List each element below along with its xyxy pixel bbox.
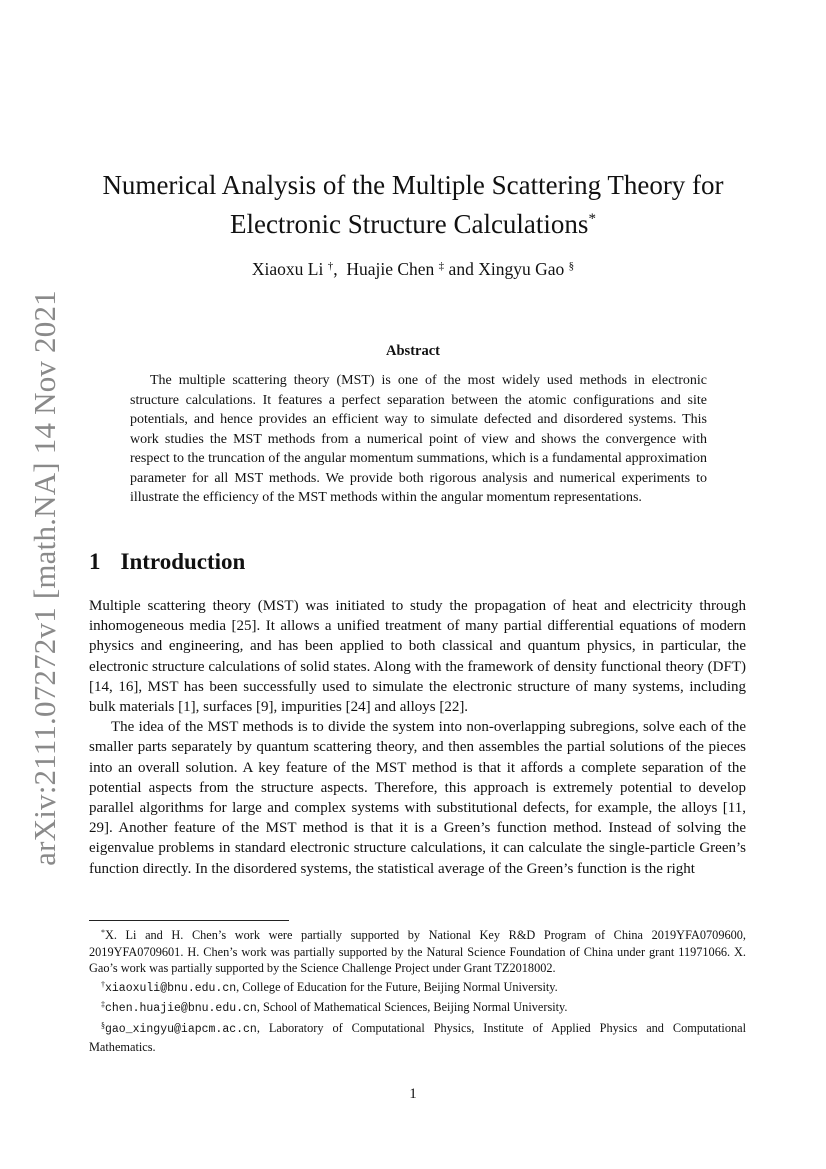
- footnote-1-text: X. Li and H. Chen’s work were partially supported by National Key R&D Program of China 2019YFA0709600, 2019YFA0709601. H. Chen’s work was partially supported by the Natural Science Foundation of China under grant 11971066. X. Gao’s work was partially supported by the Science Challenge Project under Grant TZ2018002.: [89, 928, 746, 976]
- title-line-2: Electronic Structure Calculations: [230, 209, 589, 239]
- abstract-text: The multiple scattering theory (MST) is one of the most widely used methods in electronic structure calculations. It features a perfect separation between the atomic configurations and site potentials, and hence provides an efficient way to simulate defected and disordered systems. This work studies the MST methods from a numerical point of view and shows the convergence with respect to the truncation of the angular momentum summations, which is a fundamental approximation parameter for all MST methods. We provide both rigorous analysis and numerical experiments to illustrate the efficiency of the MST methods within the angular momentum representations.: [130, 373, 707, 505]
- footnote-4-mark: §: [101, 1020, 105, 1030]
- author-conjunction: and: [448, 259, 474, 279]
- section-body: [89, 596, 746, 879]
- email-chen[interactable]: chen.huajie@bnu.edu.cn: [105, 1002, 257, 1016]
- footnote-2-mark: †: [101, 979, 105, 989]
- paragraph-2: The idea of the MST methods is to divide the system into non-overlapping subregions, solve each of the smaller parts separately by quantum scattering theory, and then assembles the partial solutions of the pieces into an overall solution. A key feature of the MST method is that it affords a complete separation of the potential aspects from the structure aspects. Therefore, this approach is extremely potential to develop parallel algorithms for large and complex systems with substitutional defects, for example, the alloys [11, 29]. Another feature of the MST method is that it is a Green’s function method. Instead of solving the eigenvalue problems in standard electronic structure calculations, it can calculate the single-particle Green’s function directly. In the disordered systems, the statistical average of the Green’s function is the right: [89, 719, 746, 877]
- footnote-3-text: , School of Mathematical Sciences, Beijing Normal University.: [256, 1000, 568, 1015]
- paper-title: [60, 168, 766, 241]
- title-footnote-mark: *: [588, 211, 596, 227]
- footnote-li: [89, 977, 746, 998]
- section-number: 1: [89, 549, 101, 574]
- footnote-1-mark: *: [101, 928, 105, 937]
- author-list: Xiaoxu Li †, Huajie Chen ‡ and Xingyu Gao §: [251, 259, 575, 279]
- email-gao[interactable]: gao_xingyu@iapcm.ac.cn: [105, 1022, 257, 1036]
- author-2-mark: ‡: [438, 260, 445, 272]
- footnote-gao: [89, 1018, 746, 1055]
- abstract-heading: Abstract: [386, 343, 440, 359]
- footnote-funding: [89, 925, 746, 977]
- section-heading: [89, 549, 245, 575]
- arxiv-id: arXiv:2111.07272v1 [math.NA] 14 Nov 2021: [27, 290, 62, 866]
- arxiv-stamp: [27, 290, 62, 866]
- page-number: 1: [409, 1086, 417, 1102]
- author-3-mark: §: [568, 260, 575, 272]
- email-li[interactable]: xiaoxuli@bnu.edu.cn: [105, 981, 237, 995]
- footnote-4-text: , Laboratory of Computational Physics, Institute of Applied Physics and Computational Mathematics.: [89, 1020, 746, 1054]
- author-1-mark: †: [327, 260, 334, 272]
- footnotes: [89, 925, 746, 1055]
- paragraph-1: Multiple scattering theory (MST) was initiated to study the propagation of heat and electricity through inhomogeneous media [25]. It allows a unified treatment of many partial differential equations of modern physics and engineering, and has been applied to both classical and quantum physics, in particular, the electronic structure calculations of solid states. Along with the framework of density functional theory (DFT) [14, 16], MST has been successfully used to simulate the electronic structure of many systems, including bulk materials [1], surfaces [9], impurities [24] and alloys [22].: [89, 598, 746, 716]
- footnote-2-text: , College of Education for the Future, Beijing Normal University.: [236, 979, 558, 994]
- author-2: Huajie Chen: [346, 259, 435, 279]
- title-line-1: Numerical Analysis of the Multiple Scattering Theory for: [102, 170, 724, 200]
- section-title: Introduction: [120, 549, 246, 574]
- footnote-divider: [89, 920, 289, 921]
- footnote-chen: [89, 997, 746, 1018]
- author-3: Xingyu Gao: [478, 259, 565, 279]
- footnote-3-mark: ‡: [101, 1000, 105, 1010]
- author-1: Xiaoxu Li: [251, 259, 324, 279]
